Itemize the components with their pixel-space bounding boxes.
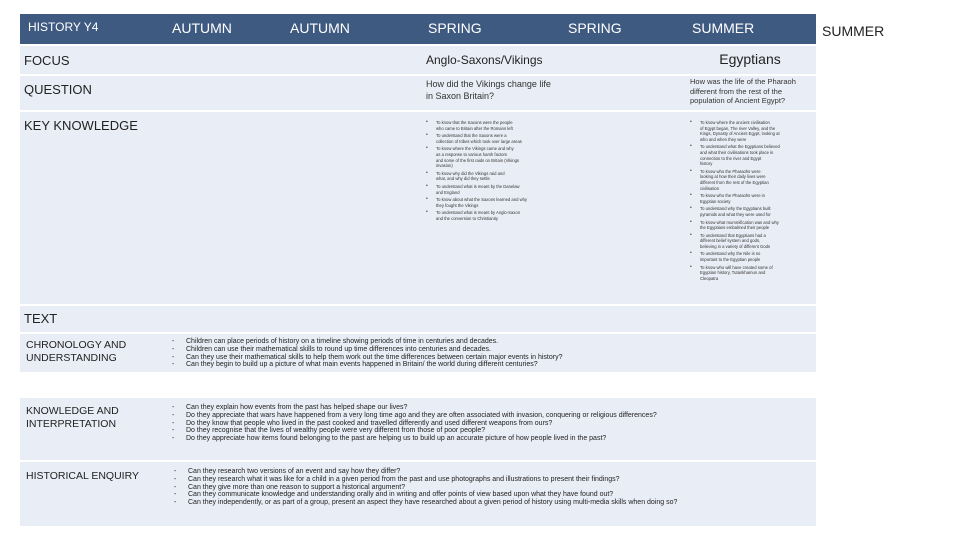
knowledge-line: history: [700, 161, 713, 167]
knowledge-line: and what their civilisations took place in: [700, 149, 774, 155]
question-summer-cell: [684, 76, 816, 110]
knowledge-line: • To know that the Saxons were the people: [426, 120, 551, 126]
knowledge-line: Cleopatra: [700, 275, 719, 281]
knowledge-line: and the conversion to Christianity: [436, 215, 498, 221]
season-label: AUTUMN: [172, 20, 232, 36]
skills-enquiry-body-cell: [164, 462, 816, 526]
knowledge-line: who and when they were: [700, 136, 747, 142]
knowledge-line: • To understand what the Egyptians believed: [690, 144, 812, 150]
summer-focus: Egyptians: [719, 51, 781, 67]
row-label-key-knowledge: KEY KNOWLEDGE: [24, 118, 138, 133]
focus-summer-cell: [684, 46, 816, 74]
knowledge-line: • To understand what is meant by the Danelaw: [426, 184, 551, 190]
knowledge-line: • To know who the Pharaohs were in: [690, 193, 812, 199]
knowledge-line: civilisation: [700, 185, 720, 191]
knowledge-line: believing in a variety of different Gods: [700, 243, 770, 249]
season-label: SPRING: [568, 20, 622, 36]
text-row-cell: [20, 306, 816, 332]
spring-focus: Anglo-Saxons/Vikings: [426, 53, 543, 67]
focus-autumn-cell: [164, 46, 420, 74]
row-label-focus: FOCUS: [24, 53, 70, 68]
knowledge-line: who came to Britain after the Romans left: [436, 125, 513, 131]
knowledge-line: • To know where the ancient civilisation: [690, 120, 812, 126]
season-label: SUMMER: [692, 20, 755, 36]
list-item: - Do they appreciate that wars have happened from a very long time ago and they are often associated with invasion, conquering or religious differences?: [172, 412, 657, 420]
knowledge-line: important to the Egyptian people: [700, 257, 761, 263]
knowledge-line: • To know what mummification was and why: [690, 220, 812, 226]
list-item: - Do they know that people who lived in the past cooked and travelled differently and used different weapons from ours?: [172, 420, 657, 428]
skills-chronology-label-cell: [20, 334, 164, 372]
list-item: - Can they give more than one reason to support a historical argument?: [174, 484, 677, 492]
key-knowledge-summer-cell: [684, 112, 816, 304]
spring-knowledge-list: [420, 112, 555, 222]
knowledge-line: Egyptian history, Tutankhamun and: [700, 270, 766, 276]
header-autumn-2: [282, 14, 420, 44]
knowledge-line: • To understand what is meant by Anglo-Saxon: [426, 210, 551, 216]
knowledge-line: of Egypt began, The river Valley, and the: [700, 125, 776, 131]
knowledge-line: and some of the first raids on Britain (Vikings: [436, 157, 520, 163]
knowledge-line: • To understand that Egyptians had a: [690, 233, 812, 239]
list-item: - Children can place periods of history on a timeline showing periods of time in centuries and decades.: [172, 338, 563, 346]
skill-label-enquiry: HISTORICAL ENQUIRY: [26, 470, 139, 482]
knowledge-line: • To understand that the Saxons were a: [426, 133, 551, 139]
list-item: - Can they research two versions of an event and say how they differ?: [174, 468, 677, 476]
knowledge-line: they fought the Vikings: [436, 202, 479, 208]
question-autumn-cell: [164, 76, 420, 110]
season-label: AUTUMN: [290, 20, 350, 36]
knowledge-line: • To know why did the Vikings raid and: [426, 171, 551, 177]
key-knowledge-spring-cell: [420, 112, 684, 304]
summer-knowledge-list: [684, 112, 816, 281]
knowledge-line: • To understand why the Nile is so: [690, 251, 812, 257]
knowledge-line: different from the rest of the Egyptian: [700, 179, 769, 185]
knowledge-line: as a response to various harsh factors: [436, 151, 507, 157]
season-label: SPRING: [428, 20, 482, 36]
header-title-cell: [20, 14, 164, 44]
skills-chronology-body-cell: [164, 334, 816, 372]
knowledge-line: • To know who the Pharaohs were: [690, 169, 812, 175]
skills-knowledge-label-cell: [20, 398, 164, 460]
knowledge-line: • To know who will have created some of: [690, 265, 812, 271]
list-item: - Do they recognise that the lives of wealthy people were very different from those of poor people?: [172, 427, 657, 435]
focus-spring-cell: [420, 46, 684, 74]
knowledge-line: • To know about what the Saxons learned and why: [426, 197, 551, 203]
knowledge-line: different belief system and gods,: [700, 238, 761, 244]
season-label-outside: SUMMER: [822, 23, 885, 39]
knowledge-line: what, and why did they settle: [436, 176, 490, 182]
question-spring-cell: [420, 76, 684, 110]
list-item: - Can they begin to build up a picture of what main events happened in Britain/ the world during different centuries?: [172, 361, 563, 369]
list-item: - Can they research what it was like for a child in a given period from the past and use photographs and illustrations to present their findings?: [174, 476, 677, 484]
skills-enquiry-label-cell: [20, 462, 164, 526]
knowledge-line: and England: [436, 189, 460, 195]
spring-question: How did the Vikings change life in Saxon Britain?: [426, 79, 551, 101]
list-item: - Can they explain how events from the past has helped shape our lives?: [172, 404, 657, 412]
knowledge-line: connection to the river and Egypt: [700, 155, 762, 161]
knowledge-line: collection of tribes which took over large areas: [436, 138, 522, 144]
knowledge-line: looking at how their daily lives were: [700, 174, 766, 180]
list-item: - Can they use their mathematical skills to help them work out the time differences between certain major events in history?: [172, 354, 563, 362]
row-label-question: QUESTION: [24, 82, 92, 97]
skills-knowledge-body-cell: [164, 398, 816, 460]
knowledge-line: pyramids and what they were used for: [700, 211, 771, 217]
enquiry-list: [174, 468, 677, 507]
focus-label-cell: [20, 46, 164, 74]
header-spring-2: [560, 14, 684, 44]
knowledge-line: the Egyptians embalmed their people: [700, 225, 770, 231]
list-item: - Children can use their mathematical skills to round up time differences into centuries and decades.: [172, 346, 563, 354]
knowledge-line: Egyptian society: [700, 198, 731, 204]
header-autumn-1: [164, 14, 282, 44]
question-label-cell: [20, 76, 164, 110]
knowledge-line: • To know where the Vikings came and why: [426, 146, 551, 152]
knowledge-list: [172, 404, 657, 443]
row-label-text: TEXT: [24, 311, 58, 326]
skill-label-knowledge: KNOWLEDGE AND INTERPRETATION: [26, 405, 119, 430]
summer-question: How was the life of the Pharaoh different from the rest of the population of Ancient Egypt?: [690, 77, 796, 105]
knowledge-line: Kings, Dynasty of Ancient Egypt, looking at: [700, 131, 780, 137]
page-title: HISTORY Y4: [28, 20, 99, 34]
skill-label-chronology: CHRONOLOGY AND UNDERSTANDING: [26, 339, 127, 364]
key-knowledge-label-cell: [20, 112, 164, 304]
header-summer-1: [684, 14, 816, 44]
header-spring-1: [420, 14, 560, 44]
knowledge-line: • To understand why the Egyptians built: [690, 206, 812, 212]
chronology-list: [172, 338, 563, 369]
list-item: - Can they communicate knowledge and understanding orally and in writing and offer points of view based upon what they have found out?: [174, 491, 677, 499]
knowledge-line: invasion): [436, 163, 453, 169]
list-item: - Do they appreciate how items found belonging to the past are helping us to build up an accurate picture of how people lived in the past?: [172, 435, 657, 443]
list-item: - Can they independently, or as part of a group, present an aspect they have researched about a given period of history using multi-media skills when doing so?: [174, 499, 677, 507]
key-knowledge-autumn-cell: [164, 112, 420, 304]
